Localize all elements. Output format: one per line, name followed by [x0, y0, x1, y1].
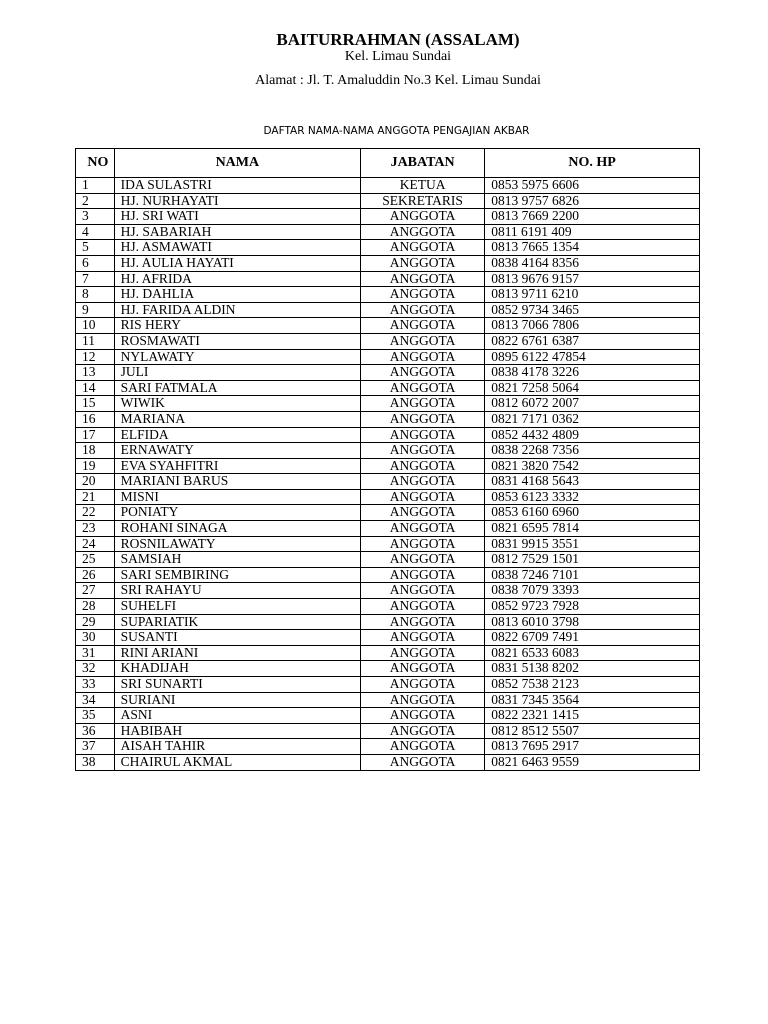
row-number: 4 [76, 224, 115, 240]
member-position: ANGGOTA [361, 427, 485, 443]
member-name: ELFIDA [114, 427, 360, 443]
row-number: 31 [76, 645, 115, 661]
table-row [76, 224, 700, 240]
member-phone: 0831 9915 3551 [485, 536, 700, 552]
member-phone: 0822 2321 1415 [485, 708, 700, 724]
row-number: 36 [76, 723, 115, 739]
row-number: 13 [76, 365, 115, 381]
column-header-no-hp: NO. HP [485, 149, 700, 178]
row-number: 2 [76, 193, 115, 209]
member-position: ANGGOTA [361, 380, 485, 396]
member-phone: 0831 5138 8202 [485, 661, 700, 677]
table-row [76, 209, 700, 225]
row-number: 38 [76, 754, 115, 770]
member-phone: 0831 4168 5643 [485, 474, 700, 490]
member-phone: 0852 9734 3465 [485, 302, 700, 318]
member-name: RIS HERY [114, 318, 360, 334]
table-header-row [76, 149, 700, 178]
member-phone: 0838 7079 3393 [485, 583, 700, 599]
member-name: HJ. AULIA HAYATI [114, 255, 360, 271]
member-phone: 0852 9723 7928 [485, 599, 700, 615]
member-phone: 0895 6122 47854 [485, 349, 700, 365]
row-number: 9 [76, 302, 115, 318]
table-row [76, 302, 700, 318]
member-phone: 0853 6160 6960 [485, 505, 700, 521]
member-name: SUPARIATIK [114, 614, 360, 630]
table-row [76, 318, 700, 334]
member-name: HJ. FARIDA ALDIN [114, 302, 360, 318]
member-phone: 0821 6533 6083 [485, 645, 700, 661]
member-phone: 0821 3820 7542 [485, 458, 700, 474]
member-name: ASNI [114, 708, 360, 724]
member-position: ANGGOTA [361, 458, 485, 474]
member-name: ROSNILAWATY [114, 536, 360, 552]
row-number: 11 [76, 333, 115, 349]
member-name: HJ. DAHLIA [114, 287, 360, 303]
member-phone: 0838 7246 7101 [485, 567, 700, 583]
member-position: ANGGOTA [361, 209, 485, 225]
member-name: ROSMAWATI [114, 333, 360, 349]
member-position: ANGGOTA [361, 692, 485, 708]
row-number: 19 [76, 458, 115, 474]
member-phone: 0811 6191 409 [485, 224, 700, 240]
member-name: MISNI [114, 489, 360, 505]
member-position: ANGGOTA [361, 505, 485, 521]
row-number: 22 [76, 505, 115, 521]
row-number: 14 [76, 380, 115, 396]
member-phone: 0831 7345 3564 [485, 692, 700, 708]
row-number: 24 [76, 536, 115, 552]
member-phone: 0813 7695 2917 [485, 739, 700, 755]
row-number: 15 [76, 396, 115, 412]
member-position: ANGGOTA [361, 302, 485, 318]
row-number: 16 [76, 411, 115, 427]
member-position: ANGGOTA [361, 396, 485, 412]
table-row [76, 567, 700, 583]
member-name: ERNAWATY [114, 443, 360, 459]
member-position: ANGGOTA [361, 645, 485, 661]
member-phone: 0813 6010 3798 [485, 614, 700, 630]
member-position: ANGGOTA [361, 318, 485, 334]
member-phone: 0821 6595 7814 [485, 521, 700, 537]
member-phone: 0813 7669 2200 [485, 209, 700, 225]
member-phone: 0852 7538 2123 [485, 677, 700, 693]
member-position: KETUA [361, 178, 485, 194]
table-row [76, 380, 700, 396]
member-name: SRI SUNARTI [114, 677, 360, 693]
member-name: ROHANI SINAGA [114, 521, 360, 537]
member-position: ANGGOTA [361, 630, 485, 646]
row-number: 12 [76, 349, 115, 365]
member-name: MARIANI BARUS [114, 474, 360, 490]
table-row [76, 739, 700, 755]
member-position: ANGGOTA [361, 333, 485, 349]
table-row [76, 396, 700, 412]
table-row [76, 692, 700, 708]
member-phone: 0838 2268 7356 [485, 443, 700, 459]
column-header-jabatan: JABATAN [361, 149, 485, 178]
row-number: 33 [76, 677, 115, 693]
table-row [76, 443, 700, 459]
member-phone: 0821 7258 5064 [485, 380, 700, 396]
member-position: ANGGOTA [361, 536, 485, 552]
member-position: ANGGOTA [361, 443, 485, 459]
table-row [76, 505, 700, 521]
row-number: 32 [76, 661, 115, 677]
table-row [76, 271, 700, 287]
member-phone: 0821 6463 9559 [485, 754, 700, 770]
row-number: 23 [76, 521, 115, 537]
row-number: 27 [76, 583, 115, 599]
member-name: CHAIRUL AKMAL [114, 754, 360, 770]
member-position: ANGGOTA [361, 552, 485, 568]
row-number: 3 [76, 209, 115, 225]
member-position: ANGGOTA [361, 567, 485, 583]
member-name: SUHELFI [114, 599, 360, 615]
table-row [76, 178, 700, 194]
table-row [76, 365, 700, 381]
table-row [76, 427, 700, 443]
member-phone: 0853 5975 6606 [485, 178, 700, 194]
table-row [76, 599, 700, 615]
member-phone: 0812 8512 5507 [485, 723, 700, 739]
member-name: SURIANI [114, 692, 360, 708]
row-number: 30 [76, 630, 115, 646]
row-number: 7 [76, 271, 115, 287]
member-name: IDA SULASTRI [114, 178, 360, 194]
table-row [76, 754, 700, 770]
member-name: PONIATY [114, 505, 360, 521]
member-phone: 0813 9676 9157 [485, 271, 700, 287]
member-phone: 0813 7066 7806 [485, 318, 700, 334]
member-name: JULI [114, 365, 360, 381]
member-name: SARI FATMALA [114, 380, 360, 396]
table-row [76, 645, 700, 661]
row-number: 17 [76, 427, 115, 443]
member-phone: 0813 7665 1354 [485, 240, 700, 256]
document-subtitle: Kel. Limau Sundai [344, 49, 452, 64]
member-position: ANGGOTA [361, 723, 485, 739]
member-phone: 0853 6123 3332 [485, 489, 700, 505]
row-number: 25 [76, 552, 115, 568]
member-name: SAMSIAH [114, 552, 360, 568]
member-name: MARIANA [114, 411, 360, 427]
member-name: EVA SYAHFITRI [114, 458, 360, 474]
table-row [76, 287, 700, 303]
table-body [76, 178, 700, 771]
table-row [76, 614, 700, 630]
member-name: SARI SEMBIRING [114, 567, 360, 583]
row-number: 29 [76, 614, 115, 630]
member-name: HJ. SRI WATI [114, 209, 360, 225]
member-position: ANGGOTA [361, 583, 485, 599]
member-name: HJ. ASMAWATI [114, 240, 360, 256]
row-number: 26 [76, 567, 115, 583]
member-name: NYLAWATY [114, 349, 360, 365]
member-phone: 0822 6761 6387 [485, 333, 700, 349]
table-row [76, 458, 700, 474]
row-number: 8 [76, 287, 115, 303]
row-number: 34 [76, 692, 115, 708]
member-position: ANGGOTA [361, 489, 485, 505]
member-position: ANGGOTA [361, 677, 485, 693]
table-row [76, 255, 700, 271]
member-position: ANGGOTA [361, 411, 485, 427]
member-position: ANGGOTA [361, 599, 485, 615]
member-name: SUSANTI [114, 630, 360, 646]
row-number: 10 [76, 318, 115, 334]
table-row [76, 193, 700, 209]
table-row [76, 723, 700, 739]
table-row [76, 349, 700, 365]
member-phone: 0838 4178 3226 [485, 365, 700, 381]
member-position: SEKRETARIS [361, 193, 485, 209]
member-phone: 0812 6072 2007 [485, 396, 700, 412]
member-position: ANGGOTA [361, 224, 485, 240]
member-position: ANGGOTA [361, 754, 485, 770]
table-row [76, 708, 700, 724]
table-row [76, 474, 700, 490]
member-phone: 0838 4164 8356 [485, 255, 700, 271]
table-row [76, 489, 700, 505]
member-position: ANGGOTA [361, 287, 485, 303]
table-row [76, 552, 700, 568]
member-position: ANGGOTA [361, 614, 485, 630]
member-position: ANGGOTA [361, 255, 485, 271]
table-row [76, 583, 700, 599]
column-header-no: NO [76, 149, 115, 178]
member-phone: 0813 9757 6826 [485, 193, 700, 209]
member-phone: 0812 7529 1501 [485, 552, 700, 568]
member-position: ANGGOTA [361, 708, 485, 724]
member-position: ANGGOTA [361, 739, 485, 755]
member-phone: 0821 7171 0362 [485, 411, 700, 427]
table-row [76, 536, 700, 552]
table-row [76, 521, 700, 537]
row-number: 21 [76, 489, 115, 505]
member-name: SRI RAHAYU [114, 583, 360, 599]
table-row [76, 677, 700, 693]
member-phone: 0822 6709 7491 [485, 630, 700, 646]
member-phone: 0852 4432 4809 [485, 427, 700, 443]
member-position: ANGGOTA [361, 271, 485, 287]
member-table [75, 148, 700, 771]
member-position: ANGGOTA [361, 474, 485, 490]
row-number: 37 [76, 739, 115, 755]
table-row [76, 661, 700, 677]
member-position: ANGGOTA [361, 240, 485, 256]
member-position: ANGGOTA [361, 521, 485, 537]
table-row [76, 240, 700, 256]
row-number: 28 [76, 599, 115, 615]
table-row [76, 333, 700, 349]
member-name: KHADIJAH [114, 661, 360, 677]
member-position: ANGGOTA [361, 349, 485, 365]
row-number: 5 [76, 240, 115, 256]
row-number: 35 [76, 708, 115, 724]
table-row [76, 630, 700, 646]
member-position: ANGGOTA [361, 661, 485, 677]
row-number: 20 [76, 474, 115, 490]
row-number: 6 [76, 255, 115, 271]
member-name: HJ. AFRIDA [114, 271, 360, 287]
member-name: HJ. SABARIAH [114, 224, 360, 240]
column-header-nama: NAMA [114, 149, 360, 178]
member-phone: 0813 9711 6210 [485, 287, 700, 303]
row-number: 18 [76, 443, 115, 459]
document-address: Alamat : Jl. T. Amaluddin No.3 Kel. Limau Sundai [255, 73, 541, 88]
member-name: AISAH TAHIR [114, 739, 360, 755]
table-row [76, 411, 700, 427]
member-name: HJ. NURHAYATI [114, 193, 360, 209]
list-heading: DAFTAR NAMA-NAMA ANGGOTA PENGAJIAN AKBAR [263, 125, 530, 137]
member-name: RINI ARIANI [114, 645, 360, 661]
member-name: HABIBAH [114, 723, 360, 739]
member-name: WIWIK [114, 396, 360, 412]
document-title: BAITURRAHMAN (ASSALAM) [276, 30, 520, 49]
member-position: ANGGOTA [361, 365, 485, 381]
row-number: 1 [76, 178, 115, 194]
